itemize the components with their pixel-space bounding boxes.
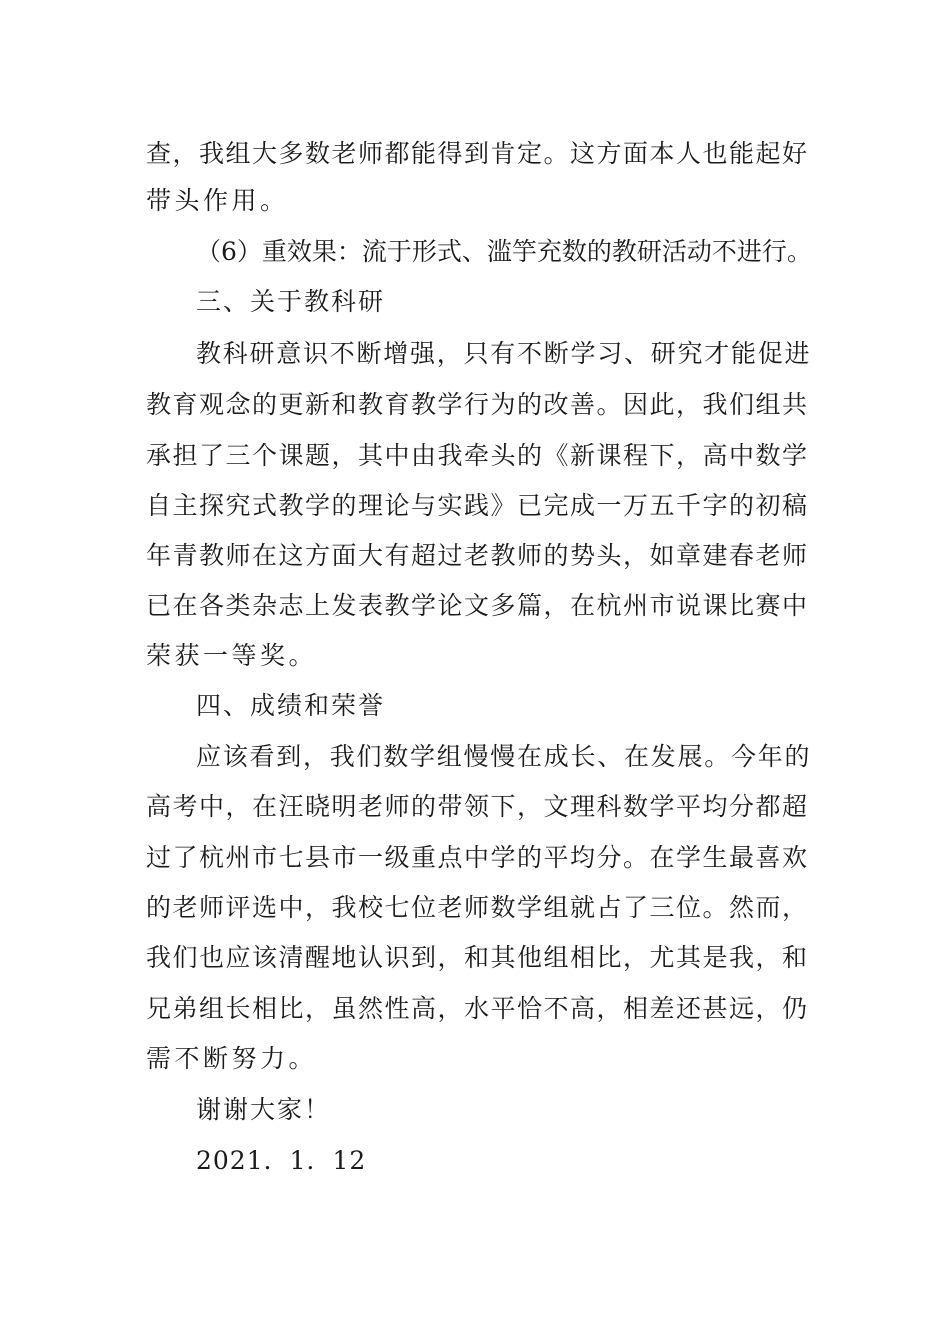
paragraph-line: 教科研意识不断增强，只有不断学习、研究才能促进	[196, 339, 812, 368]
paragraph-line: 已在各类杂志上发表教学论文多篇，在杭州市说课比赛中	[146, 591, 809, 620]
paragraph-line: 教育观念的更新和教育教学行为的改善。因此，我们组共	[146, 390, 809, 419]
paragraph-line: 过了杭州市七县市一级重点中学的平均分。在学生最喜欢	[146, 843, 809, 872]
paragraph-line: 的老师评选中，我校七位老师数学组就占了三位。然而，	[146, 893, 809, 922]
date-line: 2021．1．12	[196, 1146, 367, 1175]
closing-line: 谢谢大家！	[196, 1095, 332, 1124]
paragraph-line: 年青教师在这方面大有超过老教师的势头，如章建春老师	[146, 541, 809, 570]
paragraph-line: 自主探究式教学的理论与实践》已完成一万五千字的初稿	[146, 491, 809, 520]
paragraph-line: 高考中，在汪晓明老师的带领下，文理科数学平均分都超	[146, 792, 809, 821]
paragraph-line: 承担了三个课题，其中由我牵头的《新课程下，高中数学	[146, 441, 809, 470]
paragraph-line: （6）重效果：流于形式、滥竽充数的教研活动不进行。	[196, 237, 812, 266]
paragraph-line: 需不断努力。	[146, 1044, 318, 1073]
paragraph-line: 带头作用。	[146, 186, 289, 215]
paragraph-line: 兄弟组长相比，虽然性高，水平恰不高，相差还甚远，仍	[146, 994, 809, 1023]
paragraph-line: 查，我组大多数老师都能得到肯定。这方面本人也能起好	[146, 139, 809, 168]
paragraph-line: 应该看到，我们数学组慢慢在成长、在发展。今年的	[196, 742, 812, 771]
section-heading: 四、成绩和荣誉	[196, 691, 386, 720]
paragraph-line: 我们也应该清醒地认识到，和其他组相比，尤其是我，和	[146, 943, 809, 972]
paragraph-line: 荣获一等奖。	[146, 641, 318, 670]
section-heading: 三、关于教科研	[196, 287, 386, 316]
